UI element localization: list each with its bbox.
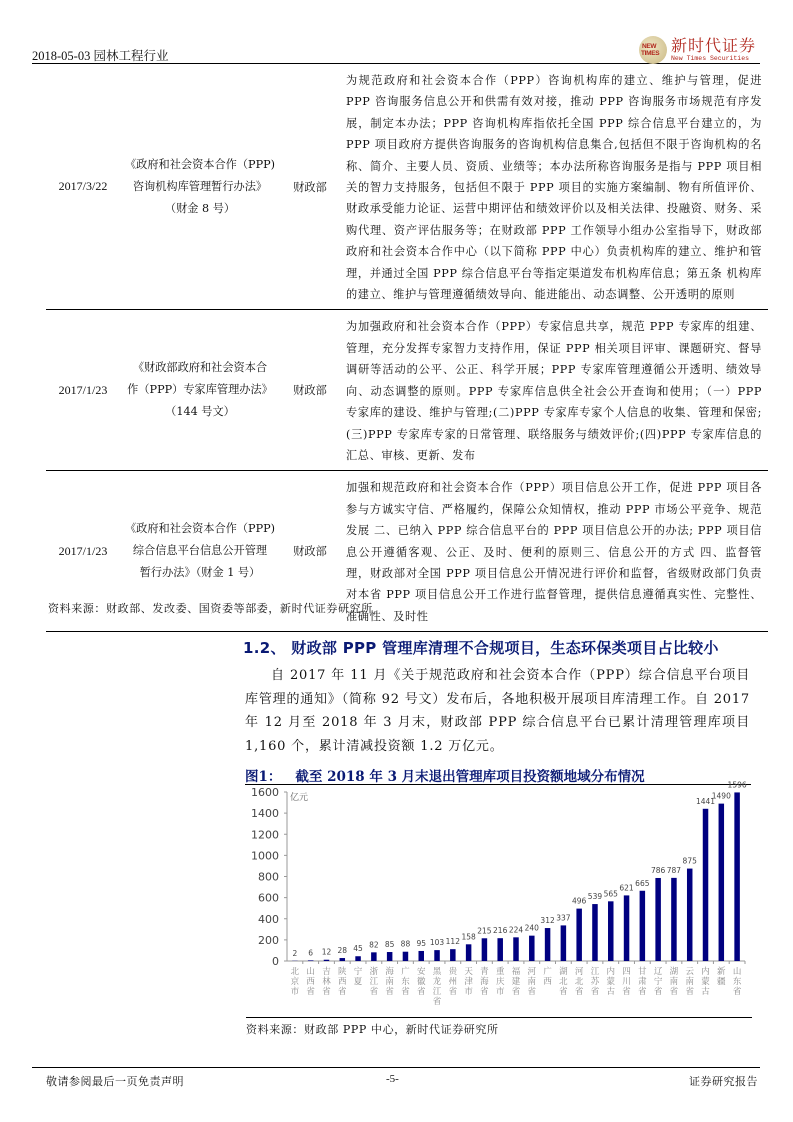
- row-department: 财政部: [293, 545, 327, 559]
- x-category-label: 庆: [495, 977, 505, 987]
- bar-value-label: 12: [321, 947, 332, 957]
- bar: [576, 909, 582, 961]
- x-category-label: 南: [527, 977, 537, 987]
- x-category-label: 天: [464, 967, 473, 977]
- x-category-label: 蒙: [701, 977, 710, 987]
- bar-value-label: 85: [384, 940, 395, 950]
- x-category-label: 西: [543, 977, 552, 987]
- x-category-label: 省: [401, 987, 410, 997]
- x-category-label: 省: [306, 987, 315, 997]
- x-category-label: 省: [638, 987, 647, 997]
- header-date-category: 2018-05-03 园林工程行业: [32, 49, 169, 63]
- y-tick-label: 1600: [251, 786, 279, 799]
- x-category-label: 西: [306, 977, 315, 987]
- footer-disclaimer: 敬请参阅最后一页免责声明: [46, 1075, 184, 1088]
- x-category-label: 省: [369, 987, 379, 997]
- bar-value-label: 312: [540, 916, 555, 926]
- x-category-label: 东: [401, 977, 410, 987]
- x-category-label: 蒙: [606, 977, 616, 987]
- bar: [734, 792, 740, 961]
- page-header: [32, 36, 760, 64]
- x-category-label: 市: [464, 987, 473, 997]
- bar-value-label: 786: [650, 865, 666, 875]
- x-category-label: 福: [511, 967, 521, 977]
- x-category-label: 湖: [669, 967, 679, 977]
- footer-report-type: 证券研究报告: [689, 1075, 758, 1088]
- figure-source-note: 资料来源：财政部 PPP 中心，新时代证券研究所: [246, 1017, 752, 1037]
- row-date: 2017/1/23: [58, 543, 108, 558]
- bar-value-label: 665: [635, 878, 650, 888]
- bar-value-label: 215: [477, 926, 492, 936]
- x-category-label: 南: [669, 977, 679, 987]
- x-category-label: 江: [590, 967, 600, 977]
- bar-value-label: 565: [603, 889, 618, 899]
- bar-value-label: 337: [556, 913, 571, 923]
- bar-value-label: 2: [292, 948, 298, 958]
- x-category-label: 省: [685, 987, 694, 997]
- bar: [482, 938, 488, 961]
- x-category-label: 宁: [353, 967, 363, 977]
- bar-value-label: 82: [369, 940, 379, 950]
- logo-en-name: New Times Securities: [670, 55, 749, 62]
- bar-value-label: 496: [572, 896, 587, 906]
- bar-value-label: 224: [508, 925, 524, 935]
- x-category-label: 夏: [353, 977, 363, 987]
- bar: [655, 878, 661, 961]
- x-category-label: 浙: [369, 967, 379, 977]
- y-tick-label: 1200: [251, 828, 279, 842]
- x-category-label: 黑: [432, 967, 442, 977]
- x-category-label: 疆: [717, 977, 726, 987]
- x-category-label: 市: [290, 987, 300, 997]
- x-category-label: 东: [732, 977, 742, 987]
- table-source-note: 资料来源：财政部、发改委、国资委等部委，新时代证券研究所: [48, 602, 373, 615]
- x-category-label: 陕: [338, 967, 347, 977]
- table-row: [46, 310, 768, 471]
- x-category-label: 广: [543, 967, 552, 977]
- row-policy-name: 《政府和社会资本合作（PPP) 综合信息平台信息公开管理 暂行办法》（财金 1 号）: [124, 522, 275, 580]
- x-category-label: 古: [606, 987, 616, 997]
- x-category-label: 甘: [638, 967, 647, 977]
- bar-value-label: 112: [445, 937, 460, 947]
- x-category-label: 京: [290, 977, 300, 987]
- x-category-label: 省: [527, 987, 537, 997]
- bar: [466, 944, 472, 961]
- y-tick-label: 800: [258, 870, 279, 884]
- x-category-label: 省: [322, 987, 331, 997]
- x-category-label: 吉: [322, 967, 331, 977]
- x-category-label: 省: [432, 997, 442, 1007]
- bar-value-label: 621: [619, 883, 634, 893]
- x-category-label: 四: [622, 967, 631, 977]
- bar-value-label: 1441: [695, 796, 716, 806]
- bar: [640, 891, 646, 961]
- chart-canvas: [245, 780, 755, 1014]
- bar-value-label: 1596: [727, 780, 747, 790]
- x-category-label: 内: [606, 967, 616, 977]
- y-tick-label: 1000: [251, 849, 279, 863]
- x-category-label: 河: [527, 967, 537, 977]
- x-category-label: 青: [480, 967, 489, 977]
- bar-value-label: 6: [308, 948, 314, 958]
- x-category-label: 北: [574, 977, 584, 987]
- bar: [719, 804, 725, 961]
- y-unit-label: 亿元: [290, 793, 309, 803]
- x-category-label: 建: [511, 977, 521, 987]
- x-category-label: 州: [448, 977, 458, 987]
- x-category-label: 河: [574, 967, 584, 977]
- x-category-label: 省: [416, 987, 426, 997]
- bar-value-label: 103: [429, 938, 445, 948]
- bar: [450, 949, 456, 961]
- y-tick-label: 200: [258, 933, 279, 947]
- bar: [545, 928, 551, 961]
- x-category-label: 省: [574, 987, 584, 997]
- bar-value-label: 216: [493, 926, 508, 936]
- bar: [687, 869, 693, 961]
- row-description: 为规范政府和社会资本合作（PPP）咨询机构库的建立、维护与管理，促进 PPP 咨询服务信息公开和供需有效对接，推动 PPP 咨询服务市场规范有序发展，制定本办法；PPP 咨询机构库指依托全国 PPP 综合信息平台建立的，为 PPP 项目政府方提供咨询服务的咨询机构信息集合,包括但不限于咨询机构的名称、简介、主要人员、资质、业绩等；本办法所称咨询服务是指与 PPP 项目相关的智力支持服务，包括但不限于 PPP 项目的实施方案编制、物有所值评价、财政承受能力论证、运营中期评估和绩效评价以及相关法律、投融资、财务、采购代理、资产评估服务等；在财政部 PPP 工作领导小组办公室指导下，财政部政府和社会资本合作中心（以下简称 PPP 中心）负责机构库的建立、维护和管理，并通过全国 PPP 综合信息平台等指定渠道发布机构库信息；第五条 机构库的建立、维护与管理遵循绩效导向、能进能出、动态调整、公开透明的原则: [346, 74, 762, 302]
- x-category-label: 南: [685, 977, 694, 987]
- x-category-label: 贵: [448, 967, 458, 977]
- bar-value-label: 88: [400, 939, 411, 949]
- row-description: 加强和规范政府和社会资本合作（PPP）项目信息公开工作，促进 PPP 项目各参与方诚实守信、严格履约，保障公众知情权，推动 PPP 市场公平竞争、规范发展 二、已纳入 PPP 综合信息平台的 PPP 项目信息公开的办法; PPP 项目信息公开遵循客观、公正、及时、便利的原则三、信息公开的方式 四、监督管理，财政部对全国 PPP 项目信息公开情况进行评价和监督，省级财政部门负责对本省 PPP 项目信息公开工作进行监督管理，提供信息遵循真实性、完整性、准确性、及时性: [346, 481, 762, 623]
- x-category-label: 省: [732, 987, 742, 997]
- x-category-label: 林: [322, 977, 331, 987]
- bar-value-label: 240: [524, 923, 539, 933]
- policy-table: [46, 64, 768, 632]
- row-description: 为加强政府和社会资本合作（PPP）专家信息共享，规范 PPP 专家库的组建、管理，充分发挥专家智力支持作用，保证 PPP 相关项目评审、课题研究、督导调研等活动的公平、公正、科学开展；PPP 专家库管理遵循公开透明、绩效导向、动态调整的原则。PPP 专家库信息供全社会公开查询和使用；（一）PPP 专家库的建设、维护与管理;(二)PPP 专家库专家个人信息的收集、管理和保密;(三)PPP 专家库专家的日常管理、联络服务与绩效评价;(四)PPP 专家库信息的汇总、审核、更新、发布: [346, 320, 762, 462]
- bar-value-label: 1490: [711, 791, 731, 801]
- x-category-label: 海: [480, 977, 489, 987]
- x-category-label: 省: [448, 987, 458, 997]
- x-category-label: 省: [385, 987, 394, 997]
- x-category-label: 新: [717, 967, 726, 977]
- bar-value-label: 158: [461, 932, 476, 942]
- x-category-label: 辽: [653, 967, 663, 977]
- x-category-label: 内: [701, 967, 710, 977]
- x-category-label: 安: [416, 967, 426, 977]
- bar: [340, 958, 346, 961]
- x-category-label: 湖: [559, 967, 568, 977]
- x-category-label: 省: [622, 987, 631, 997]
- bar-value-label: 28: [337, 946, 348, 956]
- bar: [561, 925, 567, 961]
- bar: [624, 895, 630, 961]
- bar: [403, 952, 409, 961]
- figure-caption: 截至 2018 年 3 月末退出管理库项目投资额地域分布情况: [295, 769, 645, 785]
- bar: [529, 936, 535, 961]
- bar-value-label: 95: [416, 938, 427, 948]
- row-date: 2017/1/23: [58, 382, 108, 397]
- row-policy-name: 《财政部政府和社会资本合 作（PPP）专家库管理办法》 （144 号文）: [127, 361, 273, 419]
- x-category-label: 西: [338, 977, 347, 987]
- bar: [608, 901, 614, 961]
- x-category-label: 龙: [432, 977, 442, 987]
- bar: [371, 952, 377, 961]
- x-category-label: 省: [559, 987, 568, 997]
- x-category-label: 山: [732, 967, 742, 977]
- x-category-label: 省: [338, 987, 347, 997]
- x-category-label: 徽: [416, 977, 426, 987]
- bar: [355, 956, 361, 961]
- bar-value-label: 45: [353, 944, 363, 954]
- x-category-label: 省: [511, 987, 521, 997]
- x-category-label: 宁: [653, 977, 663, 987]
- logo-cn-name: 新时代证券: [670, 36, 756, 55]
- page-footer: [32, 1067, 760, 1088]
- row-policy-name: 《政府和社会资本合作（PPP) 咨询机构库管理暂行办法》 （财金 8 号）: [124, 157, 275, 215]
- x-category-label: 江: [369, 977, 379, 987]
- row-date: 2017/3/22: [58, 179, 108, 194]
- figure-title: [245, 765, 751, 785]
- x-category-label: 南: [385, 977, 394, 987]
- table-row: [46, 64, 768, 310]
- section-heading: 1.2、 财政部 PPP 管理库清理不合规项目，生态环保类项目占比较小: [243, 639, 719, 657]
- x-category-label: 市: [495, 987, 505, 997]
- figure-label: 图1：: [245, 769, 282, 785]
- y-tick-label: 1400: [251, 807, 279, 821]
- x-category-label: 省: [653, 987, 663, 997]
- company-logo: [639, 36, 756, 64]
- x-category-label: 省: [480, 987, 489, 997]
- new-times-logo-icon: NEW TIMES: [639, 36, 667, 64]
- x-category-label: 北: [290, 967, 300, 977]
- bar: [513, 937, 519, 961]
- x-category-label: 苏: [590, 977, 600, 987]
- bar-chart: [245, 780, 755, 1014]
- x-category-label: 江: [432, 987, 442, 997]
- x-category-label: 川: [622, 977, 631, 987]
- row-department: 财政部: [293, 384, 327, 398]
- bar: [497, 938, 503, 961]
- x-category-label: 广: [401, 967, 410, 977]
- x-category-label: 省: [590, 987, 600, 997]
- bar-value-label: 787: [666, 865, 682, 875]
- bar: [703, 809, 709, 961]
- bar: [387, 952, 393, 961]
- page-number: -5-: [386, 1073, 399, 1085]
- x-category-label: 古: [701, 987, 710, 997]
- bar: [418, 951, 424, 961]
- x-category-label: 海: [385, 967, 394, 977]
- x-category-label: 云: [685, 967, 694, 977]
- y-tick-label: 600: [258, 891, 279, 905]
- x-category-label: 肃: [638, 977, 647, 987]
- section-paragraph: 自 2017 年 11 月《关于规范政府和社会资本合作（PPP）综合信息平台项目库管理的通知》（简称 92 号文）发布后，各地积极开展项目库清理工作。自 2017 年 12 月至 2018 年 3 月末，财政部 PPP 综合信息平台已累计清理管理库项目 1,160 个，累计清减投资额 1.2 万亿元。: [245, 668, 750, 754]
- bar-value-label: 875: [682, 856, 697, 866]
- bar: [434, 950, 440, 961]
- y-tick-label: 400: [258, 912, 279, 926]
- x-category-label: 重: [495, 967, 505, 977]
- x-category-label: 津: [464, 977, 473, 987]
- bar: [592, 904, 598, 961]
- x-category-label: 山: [306, 967, 315, 977]
- x-category-label: 北: [559, 977, 568, 987]
- bar: [671, 878, 677, 961]
- bar-value-label: 539: [587, 892, 603, 902]
- bar: [324, 960, 330, 961]
- bar: [308, 960, 313, 961]
- row-department: 财政部: [293, 180, 327, 194]
- x-category-label: 省: [669, 987, 679, 997]
- y-tick-label: 0: [272, 955, 279, 968]
